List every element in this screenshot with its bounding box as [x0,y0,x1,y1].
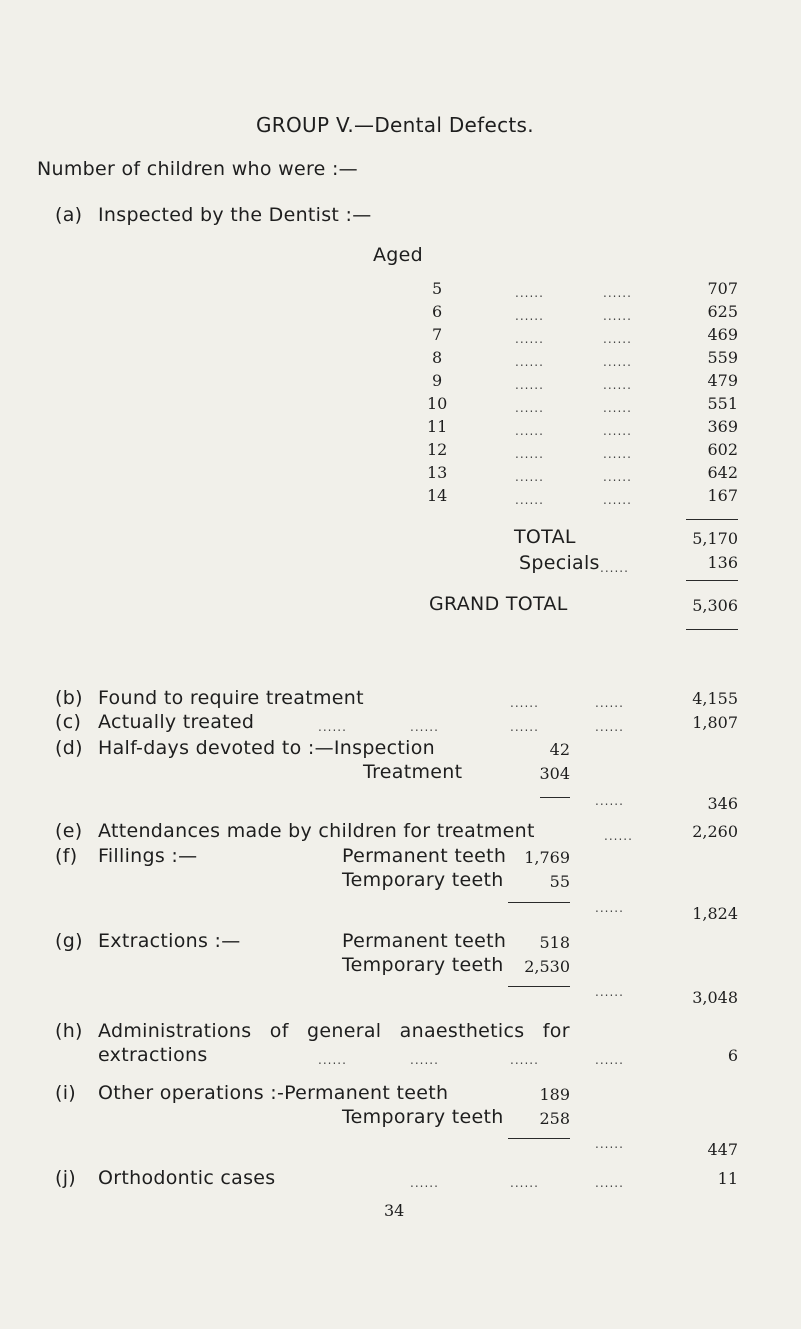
extractions-permanent-label: Permanent teeth [342,930,507,952]
extractions-permanent-value: 518 [539,933,570,952]
age-count: 642 [707,463,738,482]
dot-leader: ...... [603,447,632,461]
dot-leader: ...... [510,696,539,710]
age-label: 10 [427,394,448,413]
item-letter-a: (a) [55,204,83,226]
fillings-temporary-label: Temporary teeth [342,869,504,891]
item-label-h-line1: Administrations of general anaesthetics for [98,1020,570,1042]
dot-leader: ...... [410,720,439,734]
dot-leader: ...... [515,332,544,346]
dot-leader: ...... [318,1053,347,1067]
dot-leader: ...... [603,493,632,507]
extractions-temporary-value: 2,530 [524,957,570,976]
inspection-value: 42 [549,740,570,759]
dot-leader: ...... [515,470,544,484]
treatment-value: 304 [539,764,570,783]
dot-leader: ...... [595,985,624,999]
dot-leader: ...... [515,424,544,438]
dot-leader: ...... [595,1053,624,1067]
dot-leader: ...... [515,493,544,507]
dot-leader: ...... [515,355,544,369]
extractions-temporary-label: Temporary teeth [342,954,504,976]
grand-total-value: 5,306 [692,596,738,615]
age-count: 625 [707,302,738,321]
item-label-h-line2: extractions [98,1044,208,1066]
dot-leader: ...... [515,447,544,461]
specials-value: 136 [707,553,738,572]
dot-leader: ...... [603,286,632,300]
age-count: 559 [707,348,738,367]
age-count: 602 [707,440,738,459]
total-rule [686,519,738,520]
dot-leader: ...... [595,1176,624,1190]
total-value: 5,170 [692,529,738,548]
dot-leader: ...... [603,378,632,392]
item-label-f: Fillings :— [98,845,198,867]
dot-leader: ...... [515,401,544,415]
item-label-b: Found to require treatment [98,687,364,709]
dot-leader: ...... [595,794,624,808]
dot-leader: ...... [595,696,624,710]
age-label: 8 [432,348,443,367]
dot-leader: ...... [603,424,632,438]
item-label-j: Orthodontic cases [98,1167,276,1189]
age-label: 7 [432,325,443,344]
item-label-g: Extractions :— [98,930,241,952]
page-number: 34 [384,1201,405,1220]
age-count: 551 [707,394,738,413]
age-label: 5 [432,279,443,298]
item-letter-d: (d) [55,737,83,759]
item-label-i: Other operations :-Permanent teeth [98,1082,449,1104]
fillings-permanent-value: 1,769 [524,848,570,867]
treatment-label: Treatment [363,761,463,783]
item-value-j: 11 [717,1169,738,1188]
fillings-permanent-label: Permanent teeth [342,845,507,867]
item-letter-g: (g) [55,930,83,952]
grand-total-rule [686,580,738,581]
age-count: 167 [707,486,738,505]
age-count: 707 [707,279,738,298]
item-letter-i: (i) [55,1082,77,1104]
age-count: 479 [707,371,738,390]
item-value-c: 1,807 [692,713,738,732]
item-letter-f: (f) [55,845,78,867]
aged-header: Aged [373,244,424,266]
subtotal-rule [508,902,570,903]
other-ops-permanent-value: 189 [539,1085,570,1104]
item-value-b: 4,155 [692,689,738,708]
dot-leader: ...... [603,332,632,346]
item-value-h: 6 [727,1046,738,1065]
item-letter-e: (e) [55,820,83,842]
dot-leader: ...... [600,561,629,575]
other-ops-temporary-label: Temporary teeth [342,1106,504,1128]
dot-leader: ...... [603,470,632,484]
age-count: 469 [707,325,738,344]
other-ops-temporary-value: 258 [539,1109,570,1128]
page-title: GROUP V.—Dental Defects. [256,113,534,137]
total-label: TOTAL [514,526,576,548]
age-label: 14 [427,486,448,505]
dot-leader: ...... [603,309,632,323]
dot-leader: ...... [515,286,544,300]
dot-leader: ...... [595,901,624,915]
item-value-g: 3,048 [692,988,738,1007]
item-label-a: Inspected by the Dentist :— [98,204,372,226]
dot-leader: ...... [603,355,632,369]
item-label-c: Actually treated [98,711,255,733]
fillings-temporary-value: 55 [549,872,570,891]
item-letter-j: (j) [55,1167,77,1189]
item-label-e: Attendances made by children for treatment [98,820,535,842]
subtotal-rule [508,986,570,987]
item-letter-c: (c) [55,711,82,733]
dot-leader: ...... [603,401,632,415]
age-label: 6 [432,302,443,321]
dot-leader: ...... [515,378,544,392]
dot-leader: ...... [595,720,624,734]
item-value-d: 346 [707,794,738,813]
specials-label: Specials [519,552,600,574]
dot-leader: ...... [604,829,633,843]
dot-leader: ...... [510,720,539,734]
item-value-e: 2,260 [692,822,738,841]
intro-text: Number of children who were :— [37,158,358,180]
age-label: 12 [427,440,448,459]
dot-leader: ...... [410,1053,439,1067]
dot-leader: ...... [595,1137,624,1151]
item-value-f: 1,824 [692,904,738,923]
grand-total-underline [686,629,738,630]
age-label: 11 [427,417,448,436]
age-count: 369 [707,417,738,436]
dot-leader: ...... [318,720,347,734]
item-letter-h: (h) [55,1020,83,1042]
dot-leader: ...... [510,1053,539,1067]
subtotal-rule [508,1138,570,1139]
item-label-d: Half-days devoted to :—Inspection [98,737,436,759]
subtotal-rule [540,797,570,798]
grand-total-label: GRAND TOTAL [429,593,568,615]
age-label: 13 [427,463,448,482]
item-letter-b: (b) [55,687,83,709]
age-label: 9 [432,371,443,390]
dot-leader: ...... [410,1176,439,1190]
dot-leader: ...... [515,309,544,323]
dot-leader: ...... [510,1176,539,1190]
item-value-i: 447 [707,1140,738,1159]
